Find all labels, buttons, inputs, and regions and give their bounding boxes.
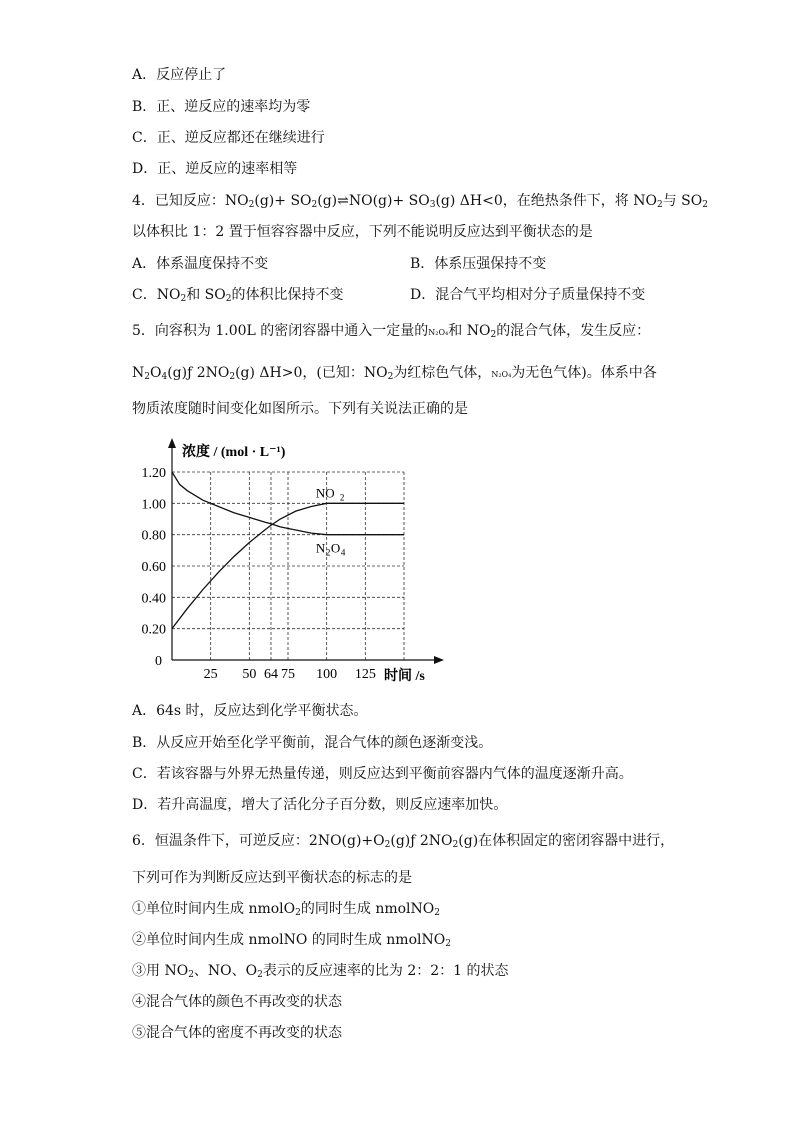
x-tick-label: 64 xyxy=(263,667,278,682)
q5-stem-line3: 物质浓度随时间变化如图所示。下列有关说法正确的是 xyxy=(132,401,468,417)
q4-option-c: C．$NO_2$和 $SO_2$的体积比保持不变 xyxy=(132,287,344,304)
q6-stem-line2: 下列可作为判断反应达到平衡状态的标志的是 xyxy=(132,870,412,886)
chart-series xyxy=(172,472,404,629)
q4-option-b: B．体系压强保持不变 xyxy=(410,256,547,272)
q5-equation: $N_2O_4(g)ƒ$ $2NO_2(g)$ ΔH>0，(已知：$NO_2$为红棕色气体，N₂O₄为无色气体)。体系中各 xyxy=(132,365,657,382)
origin-label: 0 xyxy=(155,654,162,669)
y-tick-label: 1.00 xyxy=(141,497,166,513)
series-label-no2-sub: 2 xyxy=(339,492,345,503)
q4-stem: 4．已知反应：$NO_2(g)+$ $SO_2(g)\rightleftharpoons NO(g)+ SO_3(g)$ ΔH<0，在绝热条件下，将 $NO_2$与 $SO_2$ xyxy=(132,193,708,210)
chart-labels xyxy=(142,443,426,684)
q6-item-5: ⑤混合气体的密度不再改变的状态 xyxy=(132,1025,342,1041)
q3-option-a: A．反应停止了 xyxy=(132,67,227,83)
q4-options-ab xyxy=(132,255,672,273)
x-tick-label: 100 xyxy=(316,667,338,682)
q3-option-d: D．正、逆反应的速率相等 xyxy=(132,161,298,177)
x-tick-label: 125 xyxy=(354,667,376,682)
x-axis-arrow xyxy=(434,656,444,664)
y-tick-label: 0.80 xyxy=(141,528,166,544)
q5-option-b: B．从反应开始至化学平衡前，混合气体的颜色逐渐变浅。 xyxy=(132,735,493,751)
q4-option-d: D．混合气平均相对分子质量保持不变 xyxy=(410,287,646,303)
q5-stem: 5．向容积为 1.00L 的密闭容器中通入一定量的N₂O₄和 $NO_2$的混合气体，发生反应： xyxy=(132,323,651,340)
y-tick-label: 0.20 xyxy=(141,622,166,638)
q3-option-c: C．正、逆反应都还在继续进行 xyxy=(132,130,325,146)
q5-option-c: C．若该容器与外界无热量传递，则反应达到平衡前容器内气体的温度逐渐升高。 xyxy=(132,766,633,782)
x-tick-label: 50 xyxy=(242,667,257,682)
series-label-n2o4-mid: O xyxy=(330,540,341,556)
q6-item-4: ④混合气体的颜色不再改变的状态 xyxy=(132,994,342,1010)
q5-option-a: A．64s 时，反应达到化学平衡状态。 xyxy=(132,703,368,719)
chart-grid xyxy=(172,472,404,660)
x-axis-title: 时间 /s xyxy=(384,669,425,684)
q6-item-3: ③用 $NO_2$、NO、$O_2$表示的反应速率的比为 2：2：1 的状态 xyxy=(132,963,509,980)
concentration-time-chart xyxy=(128,432,448,684)
series-label-no2: NO xyxy=(315,485,335,501)
q4-option-a: A．体系温度保持不变 xyxy=(132,256,269,272)
x-tick-label: 25 xyxy=(203,667,218,682)
q6-stem: 6．恒温条件下，可逆反应：$2NO(g)+O_2(g)ƒ$ $2NO_2(g)$在体积固定的密闭容器中进行， xyxy=(132,833,675,850)
y-tick-label: 0.60 xyxy=(141,560,166,575)
y-axis-arrow xyxy=(168,438,176,448)
q3-option-b: B．正、逆反应的速率均为零 xyxy=(132,99,311,115)
y-tick-label: 0.40 xyxy=(141,591,166,607)
series-label-n2o4-sub2: 4 xyxy=(340,547,346,558)
y-tick-label: 1.20 xyxy=(141,466,166,481)
q4-options-cd xyxy=(132,286,672,304)
q6-item-1: ①单位时间内生成 nmolO$_2$的同时生成 nmolNO$_2$ xyxy=(132,901,440,918)
q6-item-2: ②单位时间内生成 nmolNO 的同时生成 nmolNO$_2$ xyxy=(132,932,451,949)
q4-stem-line2: 以体积比 1：2 置于恒容容器中反应，下列不能说明反应达到平衡状态的是 xyxy=(132,224,593,240)
y-axis-title: 浓度 / (mol · L⁻¹) xyxy=(182,445,286,460)
q5-option-d: D．若升高温度，增大了活化分子百分数，则反应速率加快。 xyxy=(132,797,508,813)
series-label-n2o4-sub: 2 xyxy=(325,547,331,558)
series-label-n2o4: N xyxy=(315,540,326,556)
x-tick-label: 75 xyxy=(281,667,295,682)
